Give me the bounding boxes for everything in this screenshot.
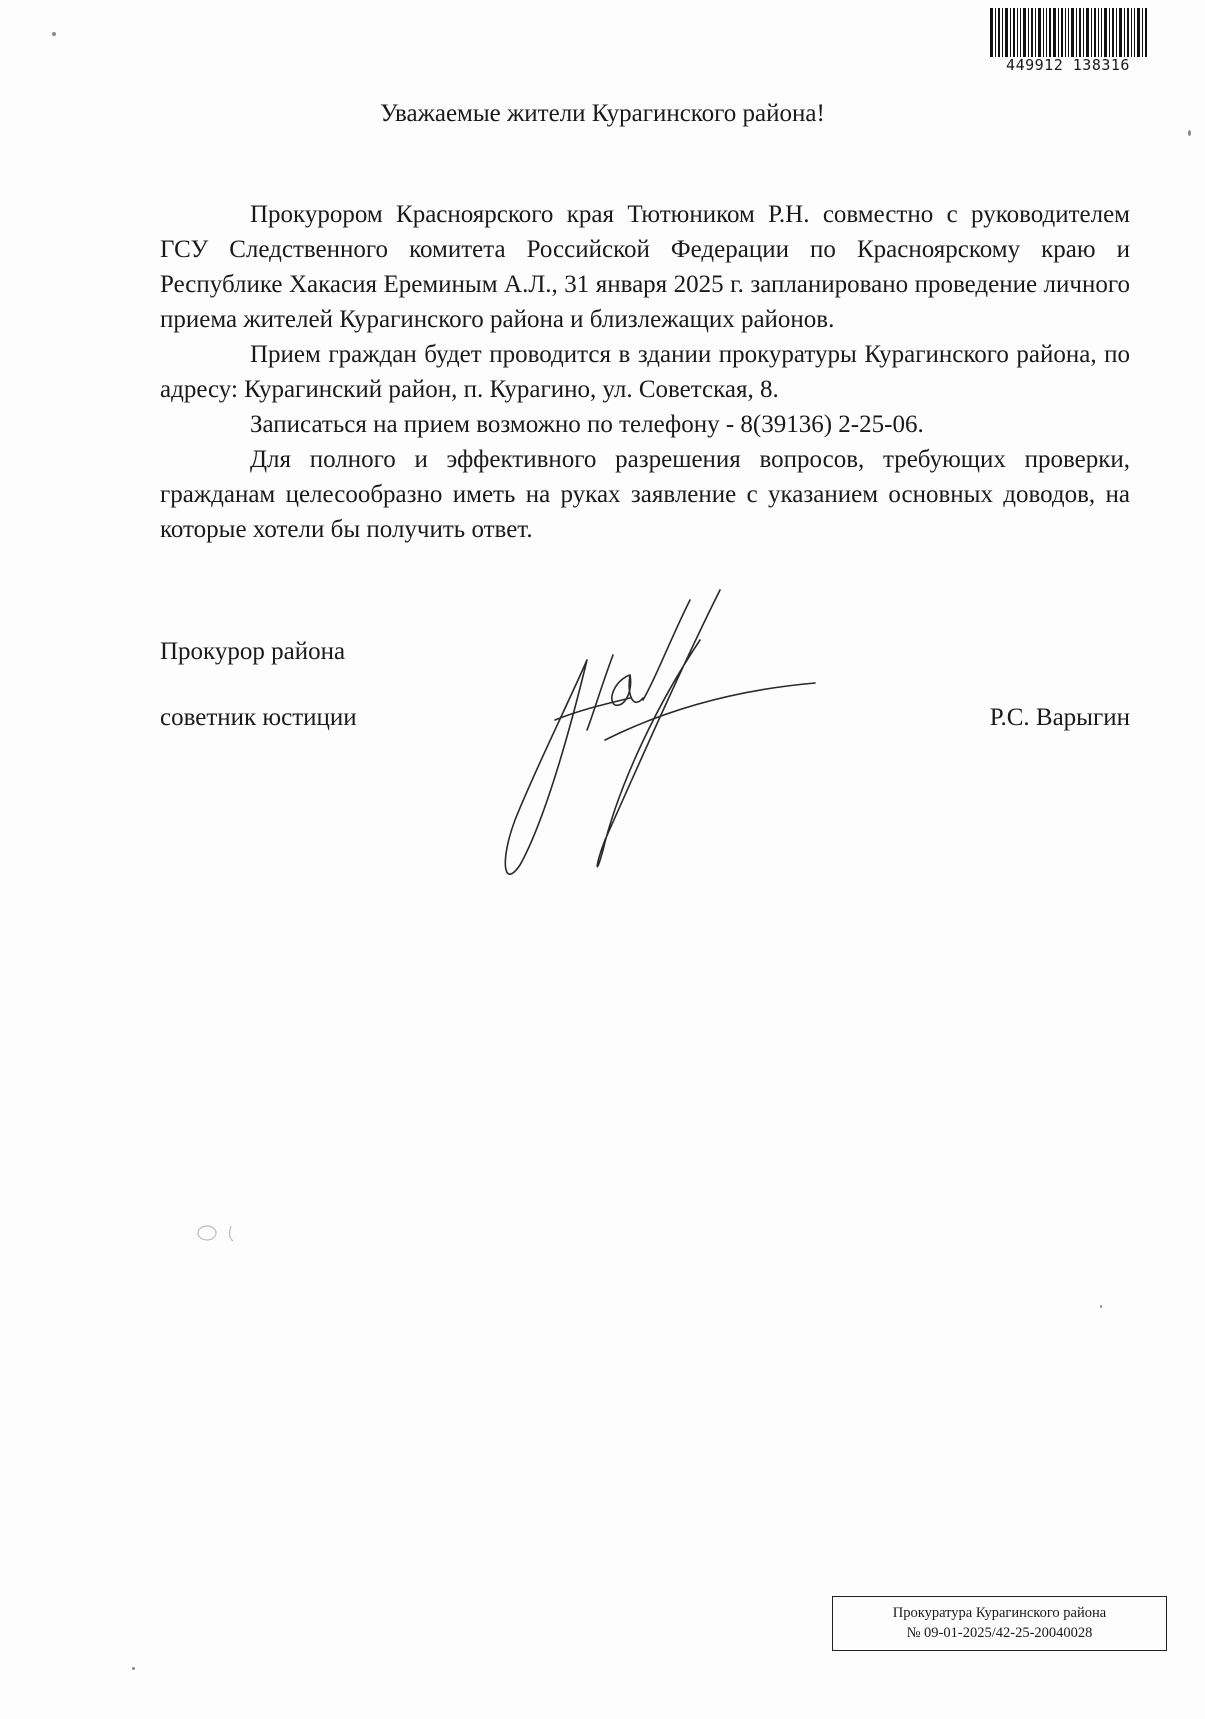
registration-office: Прокуратура Курагинского района [892, 1605, 1107, 1621]
barcode [988, 8, 1148, 74]
signatory-position: Прокурор района [160, 638, 346, 665]
paragraph-advice: Для полного и эффективного разрешения вопросов, требующих проверки, гражданам целесообразно иметь на руках заявление с указанием основных доводов, на которые хотели бы получить ответ. [160, 446, 1130, 543]
scan-speck [1100, 1305, 1102, 1308]
signatory-name: Р.С. Варыгин [989, 704, 1130, 731]
handwritten-signature [495, 580, 835, 900]
scan-speck [52, 32, 56, 36]
barcode-number: 449912 138316 [988, 57, 1148, 74]
paragraph-address: Прием граждан будет проводится в здании прокуратуры Курагинского района, по адресу: Курагинский район, п. Курагино, ул. Советская, 8. [160, 341, 1130, 403]
barcode-bars [988, 8, 1148, 58]
registration-number: № 09-01-2025/42-25-20040028 [906, 1625, 1093, 1641]
letter-heading: Уважаемые жители Курагинского района! [380, 100, 825, 127]
registration-stamp [832, 1596, 1167, 1651]
paragraph-phone: Записаться на прием возможно по телефону - 8(39136) 2-25-06. [250, 411, 924, 438]
paragraph-invitation: Прокурором Красноярского края Тютюником Р.Н. совместно с руководителем ГСУ Следственного комитета Российской Федерации по Красноярскому краю и Республике Хакасия Ереминым А.Л., 31 января 2025 г. запланировано проведение личного приема жителей Курагинского района и близлежащих районов. [160, 201, 1130, 333]
scan-smudge [195, 1222, 245, 1244]
scan-speck [132, 1667, 135, 1670]
letter-body [160, 197, 1130, 547]
scan-speck [1188, 130, 1191, 136]
signatory-rank: советник юстиции [160, 704, 357, 731]
